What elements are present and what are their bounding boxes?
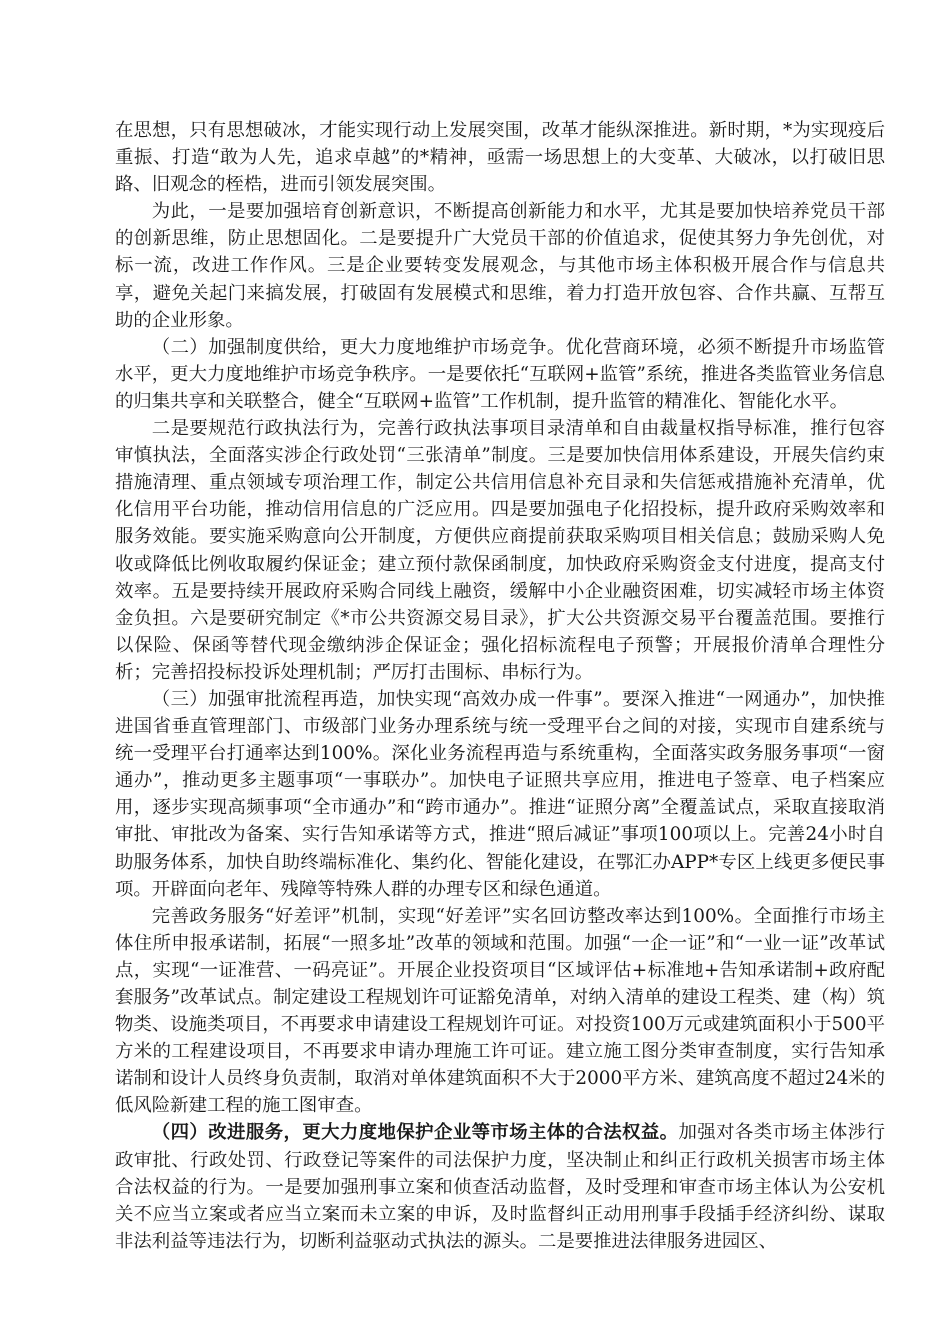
paragraph-6-text: 完善政务服务“好差评”机制，实现“好差评”实名回访整改率达到100%。全面推行市场主体住所申报承诺制，拓展“一照多址”改革的领域和范围。加强“一企一证”和“一业一证”改革试点，实现“一证准营、一码亮证”。开展企业投资项目“区域评估+标准地+告知承诺制+政府配套服务”改革试点。制定建设工程规划许可证豁免清单，对纳入清单的建设工程类、建（构）筑物类、设施类项目，不再要求申请建设工程规划许可证。对投资100万元或建筑面积小于500平方米的工程建设项目，不再要求申请办理施工许可证。建立施工图分类审查制度，实行告知承诺制和设计人员终身负责制，取消对单体建筑面积不大于2000平方米、建筑高度不超过24米的低风险新建工程的施工图审查。	[115, 905, 885, 1117]
document-body	[115, 117, 885, 1255]
paragraph-2	[115, 198, 885, 333]
paragraph-1	[115, 117, 885, 198]
paragraph-5	[115, 686, 885, 903]
paragraph-2-text: 为此，一是要加强培育创新意识，不断提高创新能力和水平，尤其是要加快培养党员干部的创新思维，防止思想固化。二是要提升广大党员干部的价值追求，促使其努力争先创优，对标一流，改进工作作风。三是企业要转变发展观念，与其他市场主体积极开展合作与信息共享，避免关起门来搞发展，打破固有发展模式和思维，着力打造开放包容、合作共赢、互帮互助的企业形象。	[115, 201, 885, 331]
paragraph-6	[115, 903, 885, 1120]
paragraph-7-text: 加强对各类市场主体涉行政审批、行政处罚、行政登记等案件的司法保护力度，坚决制止和纠正行政机关损害市场主体合法权益的行为。一是要加强刑事立案和侦查活动监督，及时受理和审查市场主体认为公安机关不应当立案或者应当立案而未立案的申诉，及时监督纠正动用刑事手段插手经济纠纷、谋取非法利益等违法行为，切断利益驱动式执法的源头。二是要推进法律服务进园区、	[115, 1122, 885, 1252]
paragraph-7	[115, 1119, 885, 1254]
paragraph-3-text: （二）加强制度供给，更大力度地维护市场竞争。优化营商环境，必须不断提升市场监管水平，更大力度地维护市场竞争秩序。一是要依托“互联网+监管”系统，推进各类监管业务信息的归集共享和关联整合，健全“互联网+监管”工作机制，提升监管的精准化、智能化水平。	[115, 336, 885, 412]
paragraph-3	[115, 334, 885, 415]
paragraph-4-text: 二是要规范行政执法行为，完善行政执法事项目录清单和自由裁量权指导标准，推行包容审慎执法，全面落实涉企行政处罚“三张清单”制度。三是要加快信用体系建设，开展失信约束措施清理、重点领域专项治理工作，制定公共信用信息补充目录和失信惩戒措施补充清单，优化信用平台功能，推动信用信息的广泛应用。四是要加强电子化招投标，提升政府采购效率和服务效能。要实施采购意向公开制度，方便供应商提前获取采购项目相关信息；鼓励采购人免收或降低比例收取履约保证金；建立预付款保函制度，加快政府采购资金支付进度，提高支付效率。五是要持续开展政府采购合同线上融资，缓解中小企业融资困难，切实减轻市场主体资金负担。六是要研究制定《*市公共资源交易目录》，扩大公共资源交易平台覆盖范围。要推行以保险、保函等替代现金缴纳涉企保证金；强化招标流程电子预警；开展报价清单合理性分析；完善招投标投诉处理机制；严厉打击围标、串标行为。	[115, 418, 885, 683]
paragraph-5-text: （三）加强审批流程再造，加快实现“高效办成一件事”。要深入推进“一网通办”，加快推进国省垂直管理部门、市级部门业务办理系统与统一受理平台之间的对接，实现市自建系统与统一受理平台打通率达到100%。深化业务流程再造与系统重构，全面落实政务服务事项“一窗通办”，推动更多主题事项“一事联办”。加快电子证照共享应用，推进电子签章、电子档案应用，逐步实现高频事项“全市通办”和“跨市通办”。推进“证照分离”全覆盖试点，采取直接取消审批、审批改为备案、实行告知承诺等方式，推进“照后减证”事项100项以上。完善24小时自助服务体系，加快自助终端标准化、集约化、智能化建设，在鄂汇办APP*专区上线更多便民事项。开辟面向老年、残障等特殊人群的办理专区和绿色通道。	[115, 688, 885, 900]
paragraph-7-bold-heading: （四）改进服务，更大力度地保护企业等市场主体的合法权益。	[151, 1122, 679, 1144]
paragraph-1-text: 在思想，只有思想破冰，才能实现行动上发展突围，改革才能纵深推进。新时期，*为实现疫后重振、打造“敢为人先，追求卓越”的*精神，亟需一场思想上的大变革、大破冰，以打破旧思路、旧观念的桎梏，进而引领发展突围。	[115, 120, 885, 196]
paragraph-4	[115, 415, 885, 686]
